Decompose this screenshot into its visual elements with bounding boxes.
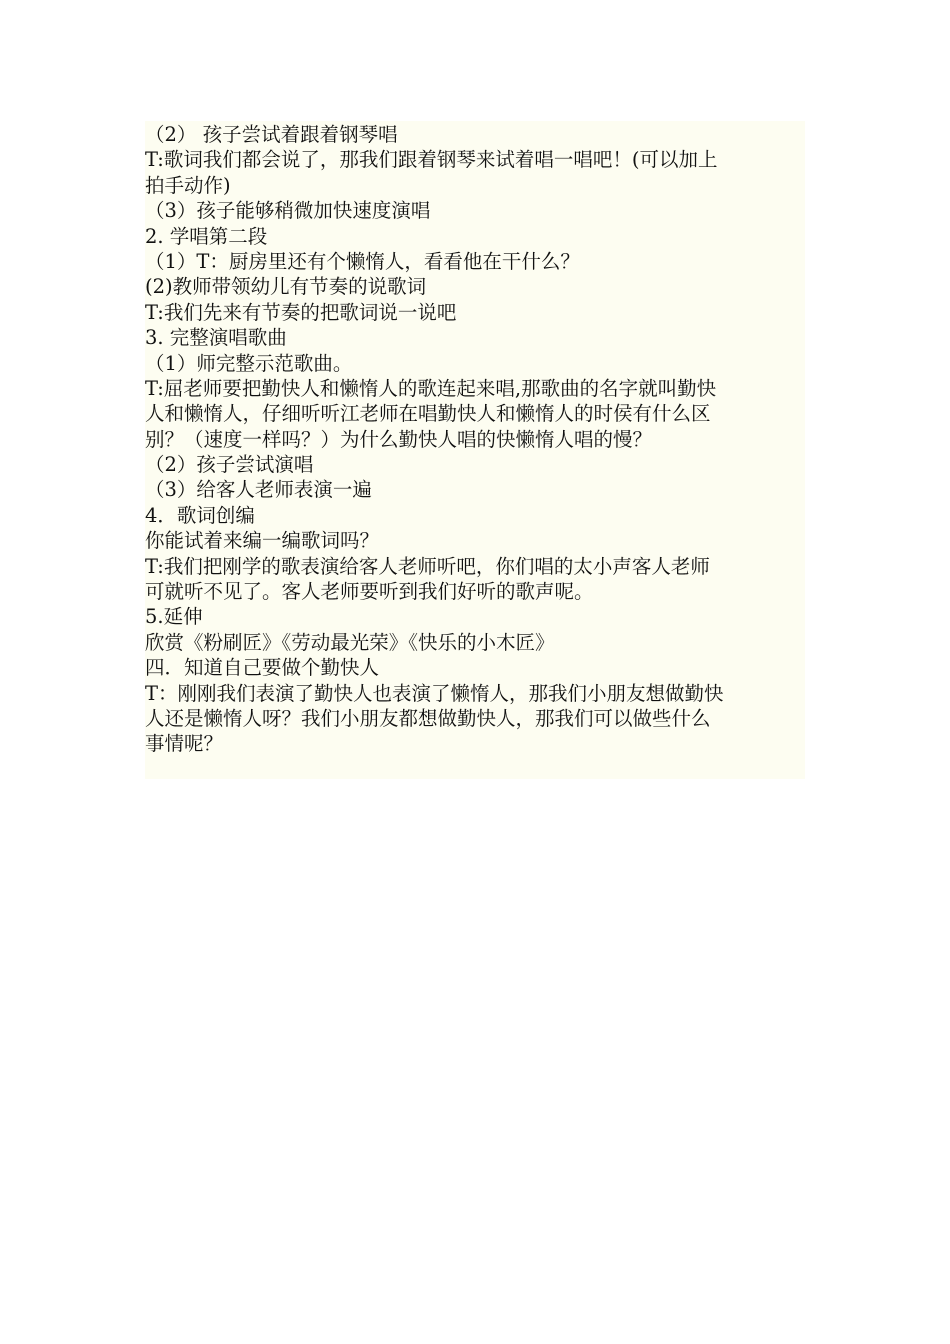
section-heading: 2. 学唱第二段 [145,224,268,248]
section-heading: 5.延伸 [145,605,203,629]
section-heading: 3. 完整演唱歌曲 [145,326,287,350]
text-line: 人和懒惰人，仔细听听江老师在唱勤快人和懒惰人的时侯有什么区 [145,402,711,426]
text-line: 别？（速度一样吗？）为什么勤快人唱的快懒惰人唱的慢？ [145,427,653,451]
text-line: T:我们把刚学的歌表演给客人老师听吧，你们唱的太小声客人老师 [145,554,710,578]
text-line: （3）孩子能够稍微加快速度演唱 [145,199,431,223]
text-line: (2)教师带领幼儿有节奏的说歌词 [145,275,427,299]
section-heading: 四．知道自己要做个勤快人 [145,656,380,680]
text-line: （2） 孩子尝试着跟着钢琴唱 [145,123,398,146]
text-line: （1）T：厨房里还有个懒惰人，看看他在干什么？ [145,249,580,273]
lesson-text-block [145,121,805,779]
text-line: （1）师完整示范歌曲。 [145,351,353,375]
text-line: T：刚刚我们表演了勤快人也表演了懒惰人，那我们小朋友想做勤快 [145,681,724,705]
text-line: 人还是懒惰人呀？我们小朋友都想做勤快人，那我们可以做些什么 [145,706,711,730]
text-line: T:我们先来有节奏的把歌词说一说吧 [145,300,457,324]
text-line: （2）孩子尝试演唱 [145,453,314,477]
text-line: 事情呢？ [145,732,224,756]
text-line: 欣赏《粉刷匠》《劳动最光荣》《快乐的小木匠》 [145,630,555,654]
text-line: 可就听不见了。客人老师要听到我们好听的歌声呢。 [145,580,594,604]
text-line: 拍手动作) [145,173,231,197]
text-line: T:歌词我们都会说了，那我们跟着钢琴来试着唱一唱吧！(可以加上 [145,148,718,172]
text-line: 你能试着来编一编歌词吗？ [145,529,380,553]
section-heading: 4．歌词创编 [145,503,255,527]
text-line: （3）给客人老师表演一遍 [145,478,372,502]
text-line: T:屈老师要把勤快人和懒惰人的歌连起来唱,那歌曲的名字就叫勤快 [145,376,717,400]
